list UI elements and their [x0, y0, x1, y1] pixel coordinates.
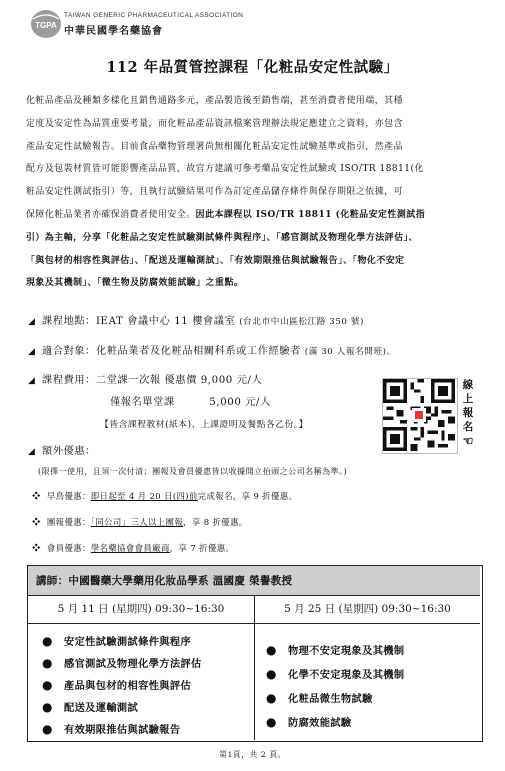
bullet-dot-icon: ● [266, 715, 277, 729]
online-signup-char: 上 [462, 393, 474, 405]
topic-text: 安定性試驗測試條件與程序 [64, 636, 192, 648]
association-name-en: TAIWAN GENERIC PHARMACEUTICAL ASSOCIATION [64, 12, 244, 19]
audience-value: 化粧品業者及化粧品相關科系或工作經驗者 [95, 346, 301, 357]
location-value: IEAT 會議中心 11 樓會議室 [95, 316, 236, 327]
day1-topic [42, 677, 191, 692]
day2-date: 5 月 25 日 (星期四) 09:30~16:30 [255, 596, 480, 624]
bullet-dot-icon: ● [266, 643, 277, 657]
intro-paragraph [26, 90, 490, 295]
member-discount [32, 542, 234, 554]
column-divider [254, 623, 255, 740]
intro-line: 現象及其機制」、「微生物及防腐效能試驗」之重點。 [26, 278, 244, 289]
intro-line: 定度及安定性為品質重要考量，而化粧品產品資訊檔案管理辦法規定應建立之資料，亦包含 [26, 118, 403, 129]
online-signup-label[interactable] [458, 378, 478, 448]
intro-line [26, 204, 490, 227]
online-signup-char: 名 [462, 421, 474, 433]
location-label: 課程地點： [42, 316, 96, 327]
topic-text: 防腐效能試驗 [288, 717, 352, 729]
logo-text: TGPA [35, 21, 57, 30]
day1-topic [42, 721, 180, 736]
member-underlined: 學名藥協會會員廠商 [90, 543, 170, 553]
early-prefix: 早鳥優惠： [46, 491, 91, 501]
early-suffix: 完成報名，享 9 折優惠。 [197, 491, 298, 501]
intro-line: 引）為主軸，分享「化粧品之安定性試驗測試條件與程序」、「感官測試及物理化學方法評估」、 [26, 232, 418, 243]
diamond-bullet-icon: ❖ [32, 543, 41, 553]
fee-line-2: 僅報名單堂課 5,000 元/人 [110, 397, 271, 408]
extra-discount-row [28, 442, 96, 457]
intro-line: 粧品安定性測試指引）等，且執行試驗結果可作為訂定產品儲存條件與保存期限之依據，可 [26, 187, 403, 198]
bullet-dot-icon: ● [42, 722, 53, 736]
association-logo [30, 9, 62, 39]
day2-topic [266, 666, 404, 681]
location-note: (台北市中山區松江路 350 號) [239, 317, 364, 327]
audience-label: 適合對象： [42, 346, 96, 357]
day2-topic [266, 714, 352, 729]
topic-text: 有效期限推估與試驗報告 [64, 724, 181, 736]
intro-line: 「與包材的相容性與評估」、「配送及運輸測試」、「有效期限推估與試驗報告」、「物化不安定 [26, 255, 405, 266]
topic-text: 化粧品微生物試驗 [288, 693, 373, 705]
early-bird-discount [32, 490, 297, 502]
day1-topic [42, 655, 202, 670]
day1-topic [42, 699, 138, 714]
member-suffix: ，享 7 折優惠。 [169, 543, 235, 553]
lecturer-bar [28, 566, 480, 596]
day2-topic [266, 642, 404, 657]
audience-note: (滿 30 人報名開班)。 [304, 347, 396, 357]
topic-text: 產品與包材的相容性與評估 [64, 680, 192, 692]
online-signup-char: 線 [462, 379, 474, 391]
intro-line: 產品安定性試驗報告。目前食品藥物管理署尚無相關化粧品安定性試驗基準或指引，然產品 [26, 141, 403, 152]
fee-row [28, 371, 262, 386]
fee-label: 課程費用： [42, 375, 96, 386]
group-suffix: ，享 8 折優惠。 [183, 517, 248, 527]
group-underlined: 「同公司」三人以上團報 [90, 517, 184, 527]
extra-label: 額外優惠： [42, 446, 96, 457]
topic-text: 配送及運輸測試 [64, 702, 139, 714]
fee-line-1: 二堂課一次報 優惠價 9,000 元/人 [95, 375, 263, 386]
topic-text: 物理不安定現象及其機制 [288, 645, 405, 657]
extra-note: (限擇一使用，且須一次付清；團報及會員優惠皆以收據開立抬頭之公司名稱為準。) [38, 467, 348, 476]
bullet-dot-icon: ● [266, 691, 277, 705]
fee-note: 【皆含課程教材(紙本)、上課證明及餐點各乙份。】 [100, 420, 308, 430]
pointer-icon: ◢ [28, 317, 36, 327]
intro-line: 化粧品產品及種類多樣化且銷售通路多元，產品製造後至銷售端，甚至消費者使用端，其穩 [26, 96, 403, 106]
pointer-icon: ◢ [28, 347, 36, 357]
online-signup-char: 報 [462, 407, 474, 419]
bullet-dot-icon: ● [42, 678, 53, 692]
member-prefix: 會員優惠： [46, 543, 91, 553]
day1-date: 5 月 11 日 (星期四) 09:30~16:30 [28, 596, 255, 624]
early-underlined: 即日起至 4 月 20 日(四)前 [90, 491, 198, 501]
group-prefix: 團報優惠： [46, 517, 91, 527]
diamond-bullet-icon: ❖ [32, 517, 41, 527]
location-row [28, 312, 364, 327]
page-title: 112 年品質管控課程「化粧品安定性試驗」 [106, 59, 399, 76]
audience-row [28, 342, 396, 357]
signup-qr-code[interactable] [382, 378, 458, 454]
topic-text: 化學不安定現象及其機制 [288, 669, 405, 681]
bullet-dot-icon: ● [42, 634, 53, 648]
topic-text: 感官測試及物理化學方法評估 [64, 658, 202, 670]
day2-topic [266, 690, 373, 705]
bullet-dot-icon: ● [266, 667, 277, 681]
pointer-icon: ◢ [28, 447, 36, 457]
bullet-dot-icon: ● [42, 700, 53, 714]
bullet-dot-icon: ● [42, 656, 53, 670]
lecturer-text: 講師：中國醫藥大學藥用化妝品學系 溫國慶 榮譽教授 [36, 575, 293, 587]
day1-topic [42, 633, 191, 648]
intro-line: 配方及包裝材質皆可能影響產品品質，故官方建議可參考藥品安定性試驗或 ISO/TR 18811(化 [26, 164, 424, 175]
pointing-hand-icon: ☜ [462, 434, 474, 448]
association-name-zh: 中華民國學名藥協會 [64, 26, 163, 37]
pointer-icon: ◢ [28, 376, 36, 386]
intro-bold-text: 因此本課程以 ISO/TR 18811 (化粧品安定性測試指 [195, 209, 426, 220]
diamond-bullet-icon: ❖ [32, 491, 41, 501]
group-discount [32, 516, 248, 528]
page-footer: 第1頁，共 2 頁。 [219, 750, 286, 759]
intro-line-text: 保障化粧品業者亦確保消費者使用安全。 [26, 209, 196, 220]
